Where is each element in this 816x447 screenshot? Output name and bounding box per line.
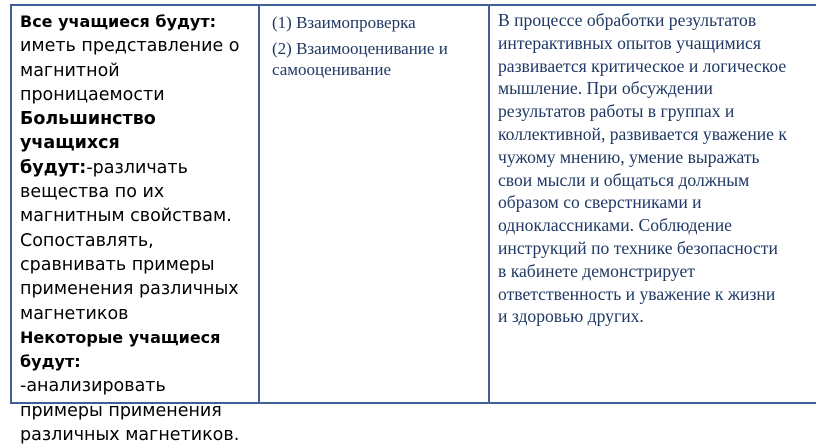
values-text-line: развивается критическое и логическое <box>498 55 787 76</box>
objectives-table <box>10 4 816 446</box>
objective-text: -анализировать <box>20 376 166 397</box>
objective-text: -различать <box>86 157 188 178</box>
objective-text: примеры применения <box>20 400 222 421</box>
objective-text: магнетиков <box>20 303 129 324</box>
values-text-line: свои мысли и общаться должным <box>498 169 750 190</box>
some-students-heading: Некоторые учащиеся <box>20 327 221 347</box>
objective-text: магнитным свойствам. <box>20 206 232 227</box>
assessment-item-2-line2: самооценивание <box>272 60 391 79</box>
all-students-heading: Все учащиеся будут: <box>20 12 217 31</box>
values-text-line: интерактивных опытов учащимися <box>498 32 761 53</box>
values-text-line: ответственность и уважение к жизни <box>498 283 776 304</box>
objective-text: различных магнетиков. <box>20 425 240 446</box>
assessment-item-1: (1) Взаимопроверка <box>272 13 416 32</box>
assessment-cell <box>262 6 490 402</box>
assessment-item-2 <box>272 38 486 80</box>
values-text-line: чужому мнению, умение выражать <box>498 146 760 167</box>
assessment-item-2-line1: (2) Взаимооценивание и <box>272 39 448 58</box>
values-text-line: и здоровью других. <box>498 306 644 327</box>
objective-text: проницаемости <box>20 84 165 105</box>
values-text-line: В процессе обработки результатов <box>498 10 757 30</box>
objective-text: сравнивать примеры <box>20 254 215 275</box>
values-text-line: в кабинете демонстрирует <box>498 260 695 281</box>
learning-objectives-cell <box>12 6 260 446</box>
objective-text: применения различных <box>20 279 239 300</box>
values-text-line: коллективной, развивается уважение к <box>498 123 787 144</box>
values-text-line: мышление. При обсуждении <box>498 78 713 99</box>
values-text-line: результатов работы в группах и <box>498 101 735 122</box>
objective-text: иметь представление о <box>20 36 240 57</box>
some-students-heading-cont: будут: <box>20 352 81 372</box>
values-text-line: одноклассниками. Соблюдение <box>498 215 732 236</box>
most-students-heading: Большинство учащихся <box>20 109 156 154</box>
most-students-heading-cont: будут: <box>20 157 87 178</box>
objective-text: магнитной <box>20 60 120 81</box>
objective-text: вещества по их <box>20 182 165 203</box>
objective-text: Сопоставлять, <box>20 230 154 251</box>
values-text-line: инструкций по технике безопасности <box>498 237 778 258</box>
objective-text-line <box>20 156 256 180</box>
values-cell <box>492 6 816 402</box>
values-text-line: образом со сверстниками и <box>498 192 702 213</box>
